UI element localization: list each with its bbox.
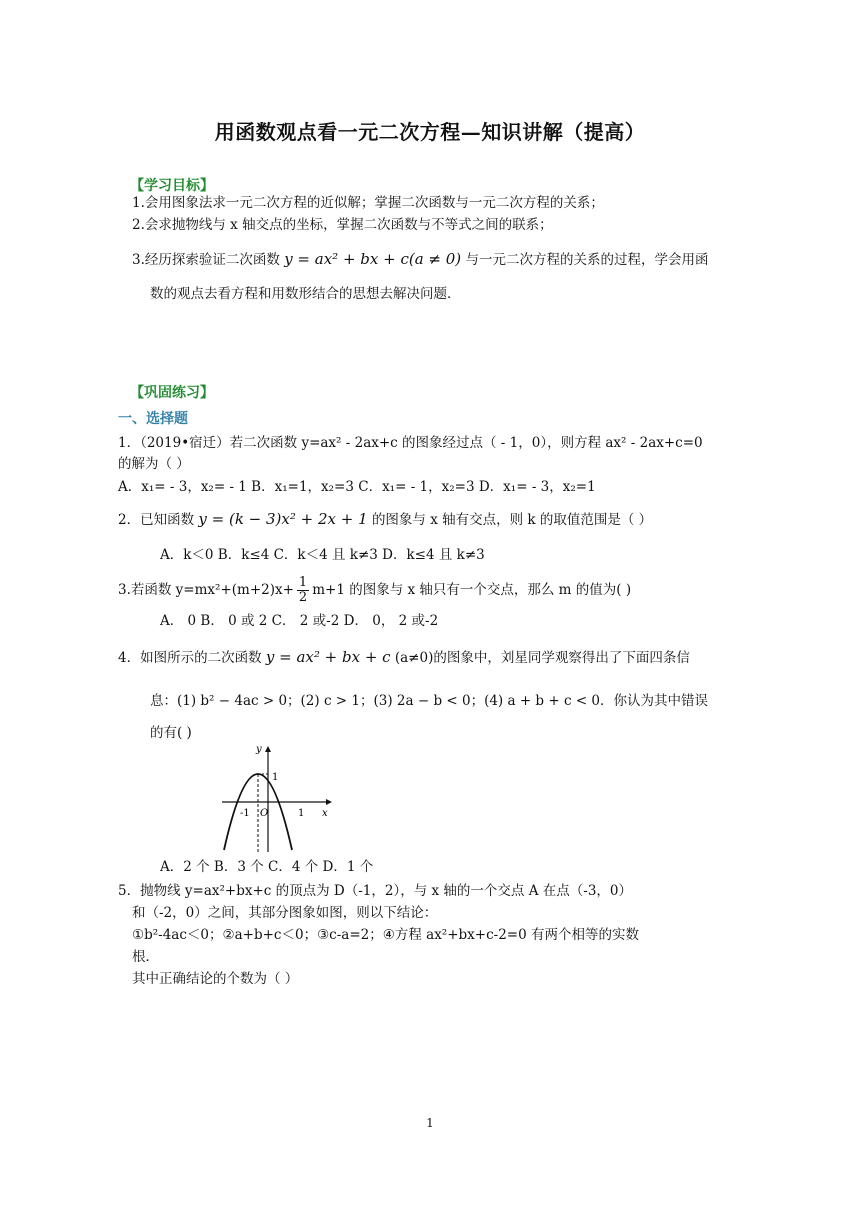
q5-line5: 其中正确结论的个数为（ ） — [132, 971, 299, 987]
goal-3-formula: y = ax² + bx + c(a ≠ 0) — [284, 250, 462, 268]
q3-stem — [118, 576, 631, 605]
goal-2: 2.会求抛物线与 x 轴交点的坐标，掌握二次函数与不等式之间的联系； — [132, 217, 553, 233]
q3-frac-num: 1 — [298, 575, 308, 590]
q3-frac-den: 2 — [298, 590, 308, 605]
q1-line1: 1．（2019•宿迁）若二次函数 y=ax² - 2ax+c 的图象经过点（ - 1，0），则方程 ax² - 2ax+c=0 — [118, 435, 703, 451]
q1-line2: 的解为（ ） — [118, 456, 190, 472]
goal-3-post: 与一元二次方程的关系的过程，学会用函 — [465, 252, 709, 268]
q4-line3: 的有( ) — [150, 725, 192, 741]
q2-options: A．k＜0 B．k≤4 C．k＜4 且 k≠3 D．k≤4 且 k≠3 — [160, 547, 485, 563]
page-number: 1 — [426, 1116, 434, 1130]
q2-pre: 2．已知函数 — [118, 512, 195, 528]
q3-options: A． 0 B． 0 或 2 C． 2 或-2 D． 0， 2 或-2 — [160, 613, 439, 629]
goal-3 — [132, 250, 708, 269]
x-axis-label: x — [322, 808, 328, 819]
tick-neg1-label: -1 — [240, 808, 250, 819]
q4-options: A．2 个 B．3 个 C．4 个 D．1 个 — [160, 859, 374, 875]
q4-stem — [118, 648, 690, 667]
q5-line2: 和（-2，0）之间，其部分图象如图，则以下结论： — [132, 905, 438, 921]
q4-post: (a≠0)的图象中，刘星同学观察得出了下面四条信 — [394, 650, 690, 666]
practice-heading: 【巩固练习】 — [130, 385, 214, 401]
q3-pre: 3.若函数 y=mx²+(m+2)x+ — [118, 582, 294, 598]
q5-line4: 根． — [132, 949, 159, 965]
goal-3-pre: 3.经历探索验证二次函数 — [132, 252, 280, 268]
page-title: 用函数观点看一元二次方程—知识讲解（提高） — [214, 120, 646, 144]
origin-label: O — [260, 808, 269, 819]
q5-line1: 5．抛物线 y=ax²+bx+c 的顶点为 D（-1，2），与 x 轴的一个交点 A 在点（-3，0） — [118, 883, 632, 899]
goal-1: 1.会用图象法求一元二次方程的近似解；掌握二次函数与一元二次方程的关系； — [132, 195, 604, 211]
q4-line2: 息：(1) b² − 4ac > 0；(2) c > 1；(3) 2a − b < 0；(4) a + b + c < 0．你认为其中错误 — [150, 693, 709, 709]
q2-post: 的图象与 x 轴有交点，则 k 的取值范围是（ ） — [371, 512, 653, 528]
q5-line3: ①b²-4ac＜0；②a+b+c＜0；③c-a=2；④方程 ax²+bx+c-2=0 有两个相等的实数 — [132, 927, 639, 943]
q1-options: A．x₁= - 3，x₂= - 1 B．x₁=1，x₂=3 C．x₁= - 1，x₂=3 D．x₁= - 3，x₂=1 — [118, 479, 596, 495]
goals-heading: 【学习目标】 — [130, 178, 214, 194]
y-axis-label: y — [256, 744, 262, 755]
q2-formula: y = (k − 3)x² + 2x + 1 — [198, 510, 368, 528]
q4-formula: y = ax² + bx + c — [265, 648, 391, 666]
q4-parabola-graph — [218, 744, 338, 854]
tick-1x-label: 1 — [298, 808, 305, 819]
q2-stem — [118, 510, 652, 529]
y-axis-arrow — [265, 746, 271, 752]
goal-3-cont: 数的观点去看方程和用数形结合的思想去解决问题． — [150, 286, 461, 302]
q3-post: m+1 的图象与 x 轴只有一个交点，那么 m 的值为( ) — [312, 582, 632, 598]
x-axis-arrow — [326, 799, 332, 805]
tick-1y-label: 1 — [272, 772, 279, 783]
choice-heading: 一、选择题 — [118, 411, 188, 427]
q3-fraction — [297, 576, 309, 605]
q4-pre: 4．如图所示的二次函数 — [118, 650, 262, 666]
